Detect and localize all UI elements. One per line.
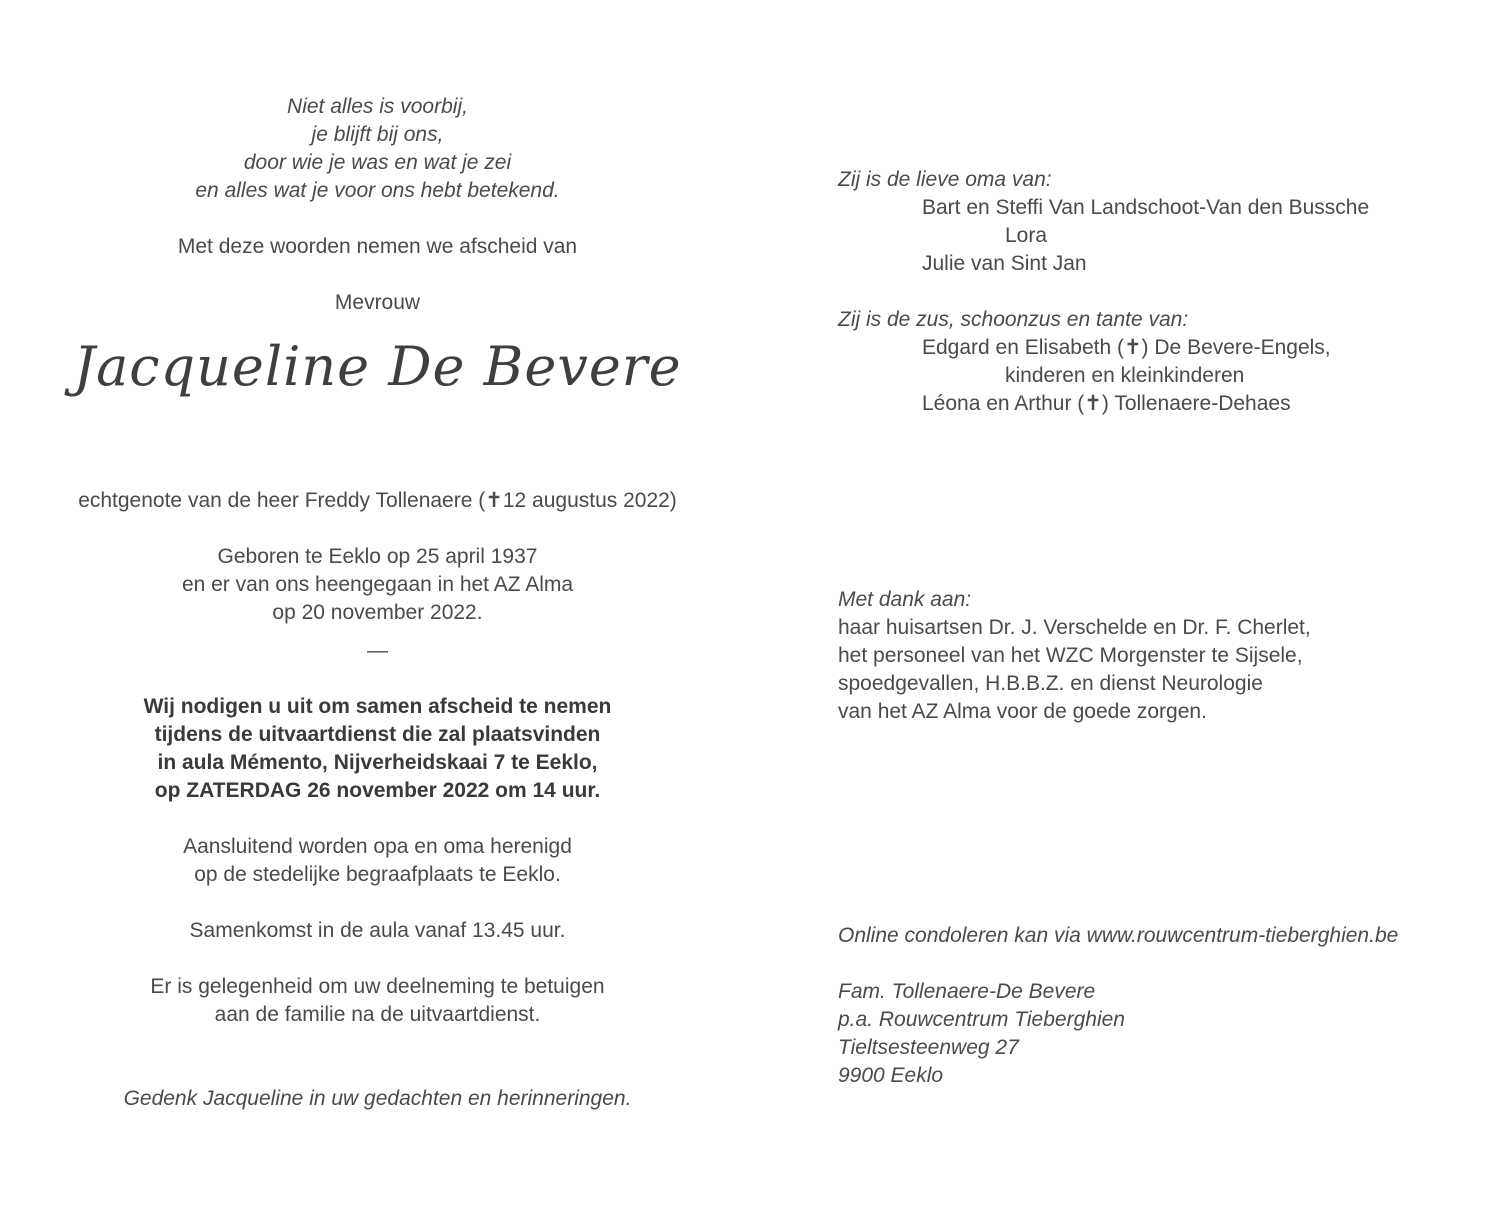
condolence-line: aan de familie na de uitvaartdienst.	[214, 1003, 541, 1026]
burial-line: Aansluitend worden opa en oma herenigd	[183, 835, 572, 858]
spouse-text: echtgenote van de heer Freddy Tollenaere (✝12 augustus 2022)	[78, 489, 677, 512]
invitation-line: op ZATERDAG 26 november 2022 om 14 uur.	[154, 779, 601, 802]
address-line: 9900 Eeklo	[838, 1064, 944, 1087]
left-column	[40, 93, 715, 1113]
poem-line: je blijft bij ons,	[311, 123, 444, 146]
siblings-heading: Zij is de zus, schoonzus en tante van:	[838, 308, 1189, 331]
thanks-line: het personeel van het WZC Morgenster te Sijsele,	[838, 644, 1303, 667]
sibling-line: kinderen en kleinkinderen	[1005, 364, 1245, 387]
sibling-line: Léona en Arthur (✝) Tollenaere-Dehaes	[922, 392, 1291, 415]
address-line: p.a. Rouwcentrum Tieberghien	[838, 1008, 1125, 1031]
poem-line: door wie je was en wat je zei	[243, 151, 512, 174]
poem	[40, 93, 715, 205]
family-address	[838, 978, 1498, 1090]
grandchildren-heading: Zij is de lieve oma van:	[838, 168, 1052, 191]
grandchild-line: Julie van Sint Jan	[922, 252, 1087, 275]
online-condolence: Online condoleren kan via www.rouwcentrum-tieberghien.be	[838, 924, 1399, 947]
remember-text: Gedenk Jacqueline in uw gedachten en herinneringen.	[123, 1087, 632, 1110]
invitation-line: in aula Mémento, Nijverheidskaai 7 te Eeklo,	[157, 751, 598, 774]
invitation-line: Wij nodigen u uit om samen afscheid te nemen	[143, 695, 612, 718]
sibling-line: Edgard en Elisabeth (✝) De Bevere-Engels,	[922, 336, 1331, 359]
thanks-heading: Met dank aan:	[838, 588, 972, 611]
address-line: Tieltsesteenweg 27	[838, 1036, 1019, 1059]
deceased-name: Jacqueline De Bevere	[73, 335, 682, 398]
poem-line: en alles wat je voor ons hebt betekend.	[195, 179, 560, 202]
burial-info	[40, 833, 715, 889]
birth-line: op 20 november 2022.	[272, 601, 483, 624]
thanks-line: spoedgevallen, H.B.B.Z. en dienst Neurologie	[838, 672, 1263, 695]
thanks-line: haar huisartsen Dr. J. Verschelde en Dr. F. Cherlet,	[838, 616, 1311, 639]
address-line: Fam. Tollenaere-De Bevere	[838, 980, 1096, 1003]
poem-line: Niet alles is voorbij,	[287, 95, 468, 118]
gathering-text: Samenkomst in de aula vanaf 13.45 uur.	[189, 919, 566, 942]
grandchild-line: Lora	[1005, 224, 1048, 247]
burial-line: op de stedelijke begraafplaats te Eeklo.	[194, 863, 561, 886]
salutation: Mevrouw	[334, 291, 421, 314]
condolence-info	[40, 973, 715, 1029]
right-column	[838, 166, 1498, 1090]
separator: —	[367, 639, 388, 662]
invitation-line: tijdens de uitvaartdienst die zal plaatsvinden	[154, 723, 601, 746]
invitation	[40, 693, 715, 805]
birth-info	[40, 543, 715, 627]
grandchild-line: Bart en Steffi Van Landschoot-Van den Bussche	[922, 196, 1370, 219]
condolence-line: Er is gelegenheid om uw deelneming te betuigen	[150, 975, 605, 998]
birth-line: en er van ons heengegaan in het AZ Alma	[181, 573, 574, 596]
thanks-line: van het AZ Alma voor de goede zorgen.	[838, 700, 1207, 723]
birth-line: Geboren te Eeklo op 25 april 1937	[217, 545, 538, 568]
intro-text: Met deze woorden nemen we afscheid van	[177, 235, 578, 258]
